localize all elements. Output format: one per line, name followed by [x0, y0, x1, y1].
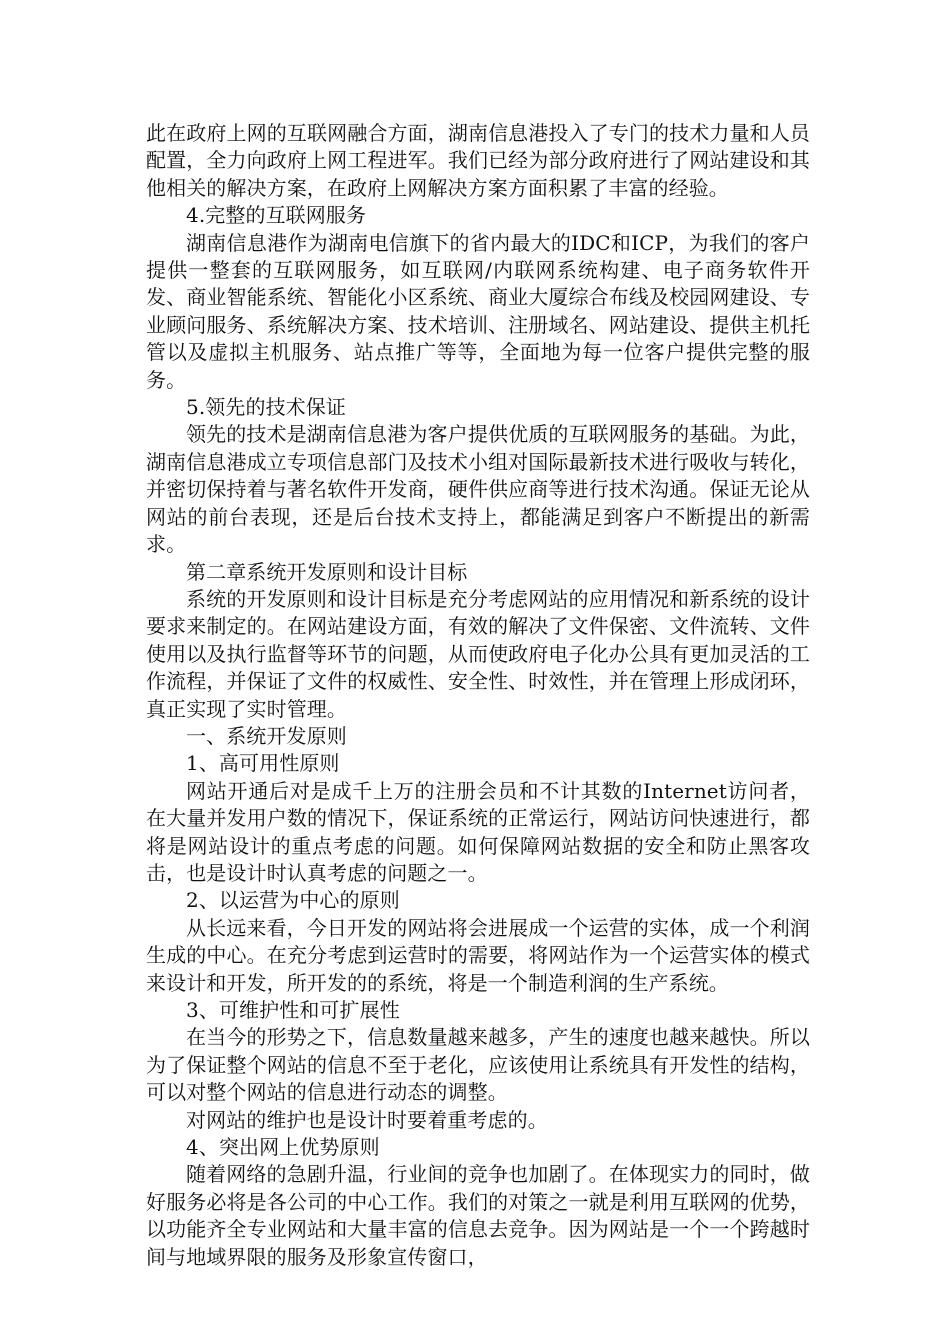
paragraph-maintenance-note: 对网站的维护也是设计时要着重考虑的。: [186, 1107, 548, 1132]
document-body: [146, 120, 810, 1271]
paragraph-high-availability: 网站开通后对是成千上万的注册会员和不计其数的Internet访问者，在大量并发用户数的情况下，保证系统的正常运行，网站访问快速进行，都将是网站设计的重点考虑的问题。如何保障网站数据的安全和防止黑客攻击，也是设计时认真考虑的问题之一。: [146, 778, 810, 885]
paragraph-intro-continuation: 此在政府上网的互联网融合方面，湖南信息港投入了专门的技术力量和人员配置，全力向政府上网工程进军。我们已经为部分政府进行了网站建设和其他相关的解决方案，在政府上网解决方案方面积累了丰富的经验。: [146, 121, 810, 200]
chapter-heading-development-principles: 第二章系统开发原则和设计目标: [186, 559, 468, 584]
subheading-high-availability: 1、高可用性原则: [186, 751, 340, 776]
subheading-online-advantage: 4、突出网上优势原则: [186, 1135, 380, 1160]
paragraph-development-goals: 系统的开发原则和设计目标是充分考虑网站的应用情况和新系统的设计要求来制定的。在网站建设方面，有效的解决了文件保密、文件流转、文件使用以及执行监督等环节的问题，从而使政府电子化办公具有更加灵活的工作流程，并保证了文件的权威性、安全性、时效性，并在管理上形成闭环，真正实现了实时管理。: [146, 586, 810, 721]
paragraph-leading-technology: 领先的技术是湖南信息港为客户提供优质的互联网服务的基础。为此，湖南信息港成立专项信息部门及技术小组对国际最新技术进行吸收与转化，并密切保持着与著名软件开发商，硬件供应商等进行技术沟通。保证无论从网站的前台表现，还是后台技术支持上，都能满足到客户不断提出的新需求。: [146, 422, 810, 557]
paragraph-maintainability: 在当今的形势之下，信息数量越来越多，产生的速度也越来越快。所以为了保证整个网站的信息不至于老化，应该使用让系统具有开发性的结构，可以对整个网站的信息进行动态的调整。: [146, 1025, 810, 1105]
section-heading-complete-internet-service: 4.完整的互联网服务: [186, 203, 367, 228]
paragraph-online-advantage: 随着网络的急剧升温，行业间的竞争也加剧了。在体现实力的同时，做好服务必将是各公司的中心工作。我们的对策之一就是利用互联网的优势，以功能齐全专业网站和大量丰富的信息去竞争。因为网站是一个一个跨越时间与地域界限的服务及形象宣传窗口，: [146, 1162, 810, 1269]
section-heading-leading-technology: 5.领先的技术保证: [186, 395, 346, 420]
paragraph-complete-internet-service: 湖南信息港作为湖南电信旗下的省内最大的IDC和ICP，为我们的客户提供一整套的互联网服务，如互联网/内联网系统构建、电子商务软件开发、商业智能系统、智能化小区系统、商业大厦综合布线及校园网建设、专业顾问服务、系统解决方案、技术培训、注册域名、网站建设、提供主机托管以及虚拟主机服务、站点推广等等，全面地为每一位客户提供完整的服务。: [146, 230, 810, 392]
paragraph-operation-centered: 从长远来看，今日开发的网站将会进展成一个运营的实体，成一个利润生成的中心。在充分考虑到运营时的需要，将网站作为一个运营实体的模式来设计和开发，所开发的的系统，将是一个制造利润的生产系统。: [146, 915, 810, 995]
subheading-operation-centered: 2、以运营为中心的原则: [186, 888, 400, 913]
section-heading-system-principles: 一、系统开发原则: [186, 723, 347, 748]
subheading-maintainability: 3、可维护性和可扩展性: [186, 998, 400, 1022]
